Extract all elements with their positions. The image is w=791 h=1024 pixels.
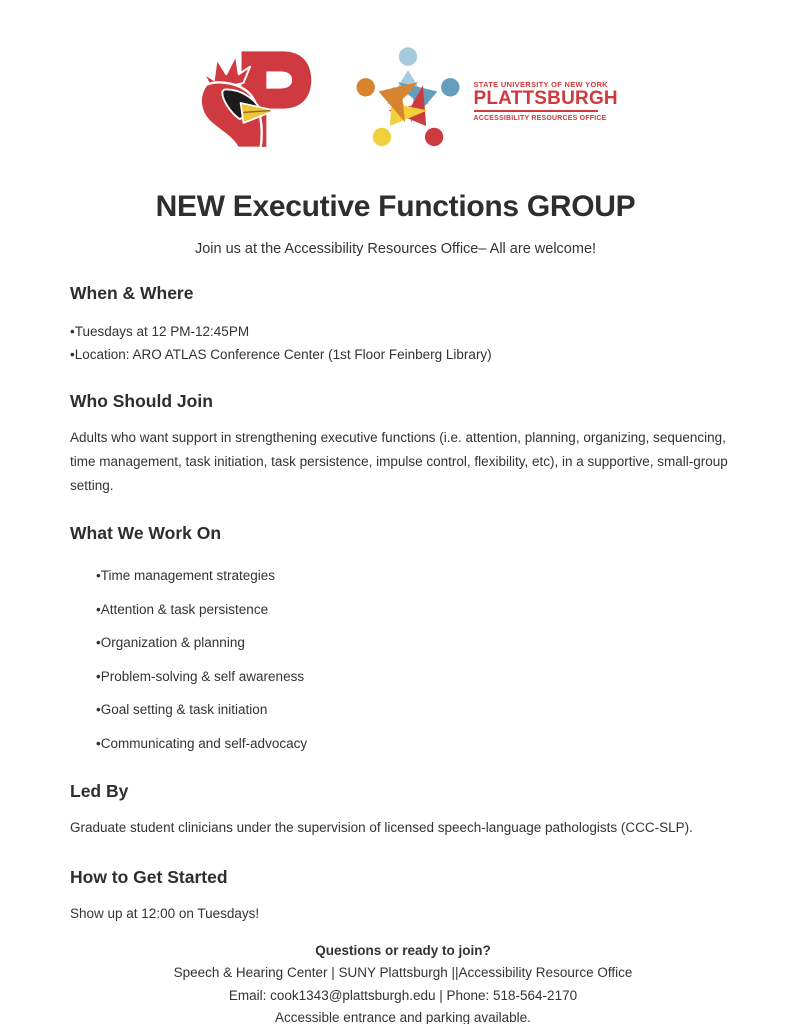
- list-item: • Time management strategies: [96, 564, 736, 587]
- list-item: • Goal setting & task initiation: [96, 698, 736, 721]
- list-item: • Attention & task persistence: [96, 598, 736, 621]
- section-heading-led-by: Led By: [70, 780, 129, 801]
- aro-wordmark-line1: STATE UNIVERSITY OF NEW YORK: [473, 79, 609, 89]
- how-to-get-started-text: Show up at 12:00 on Tuesdays!: [70, 905, 260, 921]
- page-title: NEW Executive Functions GROUP: [155, 190, 636, 223]
- section-led-by: [70, 781, 736, 840]
- list-item: • Communicating and self-advocacy: [96, 732, 736, 755]
- list-item: • Location: ARO ATLAS Conference Center (1st Floor Feinberg Library): [70, 343, 736, 366]
- aro-wordmark-divider: [474, 110, 598, 112]
- aro-wordmark-line2: PLATTSBURGH: [473, 87, 618, 109]
- list-item: • Tuesdays at 12 PM-12:45PM: [70, 320, 736, 343]
- aro-people-circle-icon: [350, 43, 466, 159]
- list-item: • Problem-solving & self awareness: [96, 665, 736, 688]
- header-logos: [0, 0, 791, 160]
- section-when-where: [70, 283, 736, 366]
- footer-contact-line: Email: cook1343@plattsburgh.edu | Phone: 518-564-2170: [228, 987, 578, 1003]
- footer-question-line: Questions or ready to join?: [315, 942, 491, 958]
- section-heading-when-where: When & Where: [70, 283, 194, 303]
- section-heading-what-we-work-on: What We Work On: [70, 523, 222, 543]
- section-what-we-work-on: [70, 523, 736, 755]
- who-should-join-text: Adults who want support in strengthening executive functions (i.e. attention, planning, organizing, sequencing, time management, task initiation, task persistence, impulse control, flexibility, etc), in a supportive, small-group setting.: [70, 430, 728, 493]
- what-we-work-on-list: [96, 564, 736, 755]
- list-item: • Organization & planning: [96, 631, 736, 654]
- cardinal-p-icon: [190, 47, 316, 155]
- flyer-content: [70, 283, 736, 1024]
- section-who-should-join: [70, 391, 736, 498]
- aro-logo-wordmark: [473, 79, 618, 123]
- aro-wordmark-line3: ACCESSIBILITY RESOURCES OFFICE: [473, 115, 607, 123]
- section-heading-how-to-get-started: How to Get Started: [70, 866, 228, 887]
- led-by-text: Graduate student clinicians under the supervision of licensed speech-language pathologists (CCC-SLP).: [70, 819, 693, 835]
- contact-footer: [70, 940, 736, 1024]
- accessibility-resources-office-logo: [350, 43, 618, 159]
- when-where-list: [70, 320, 736, 366]
- plattsburgh-cardinal-p-logo: [190, 47, 316, 155]
- page-subtitle: Join us at the Accessibility Resources Office– All are welcome!: [194, 241, 597, 257]
- footer-offices-line: Speech & Hearing Center | SUNY Plattsburgh ||Accessibility Resource Office: [173, 965, 633, 980]
- section-how-to-get-started: [70, 867, 736, 926]
- footer-accessibility-line: Accessible entrance and parking available.: [275, 1010, 531, 1024]
- section-heading-who-should-join: Who Should Join: [70, 391, 213, 411]
